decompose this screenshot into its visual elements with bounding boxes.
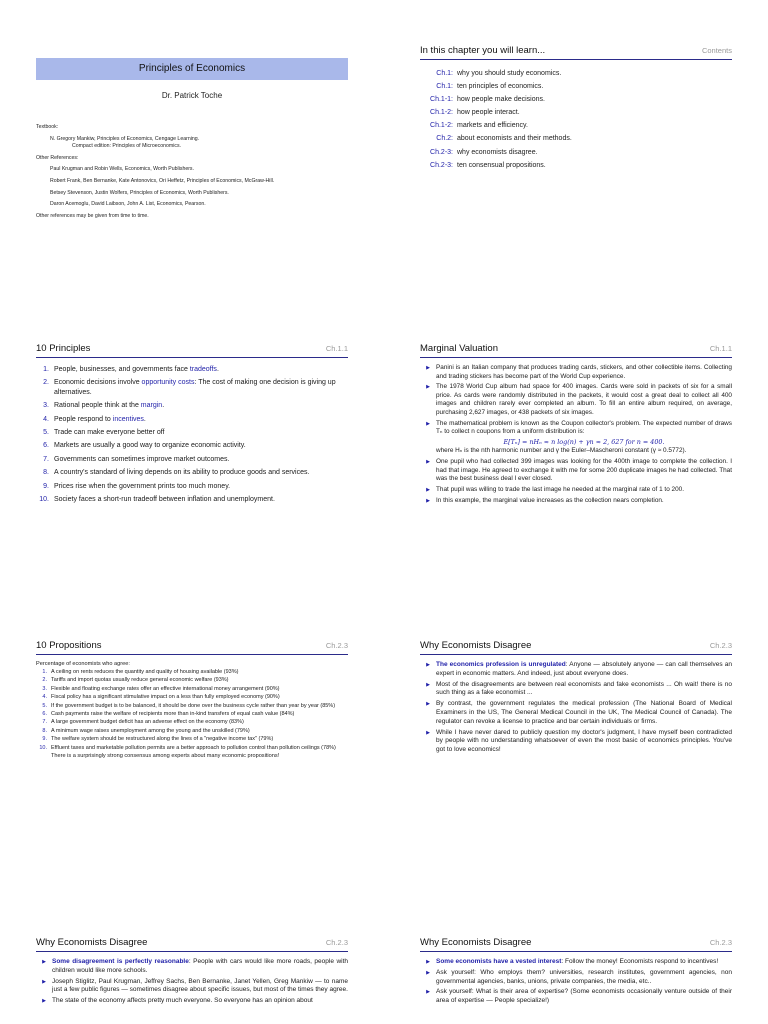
list-item: ▶ Ask yourself: Who employs them? universities, research institutes, government agencies, non governmental agencies, banks, unions, private companies, the media, etc..: [420, 969, 732, 987]
list-item: 5. If the government budget is to be balanced, it should be done over the business cycle rather than year by year (85%): [36, 703, 348, 710]
principles-list: [36, 365, 348, 504]
chapter-ref: Ch.1-2:: [430, 109, 453, 117]
contents-item[interactable]: [420, 159, 732, 172]
list-item: ▶ By contrast, the government regulates the medical profession (The National Board of Medical Examiners in the US, The General Medical Council in the UK, The Medical Council of Canada). The regulator can revoke a license to practice and bar certain individuals or firms.: [420, 700, 732, 726]
bullet-icon: ▶: [42, 959, 46, 965]
contents-item[interactable]: [420, 67, 732, 80]
slide-title: 10 Propositions: [36, 640, 102, 651]
item-number: 9.: [43, 482, 49, 490]
bullet-list: [420, 364, 732, 505]
list-item: ▶ Most of the disagreements are between real economists and fake economists ... Oh wait! there is no such thing as a fake economist ...: [420, 681, 732, 699]
contents-list: [420, 67, 732, 172]
chapter-ref: Ch.1-1:: [430, 96, 453, 104]
list-item: 10. Effluent taxes and marketable pollution permits are a better approach to pollution control than pollution ceilings (78%): [36, 745, 348, 752]
key-term: Some disagreement is perfectly reasonable: [52, 958, 189, 965]
list-item: 7. A large government budget deficit has an adverse effect on the economy (83%): [36, 719, 348, 726]
list-item: ▶ Some disagreement is perfectly reasonable: People with cars would like more roads, people with children would like more schools.: [36, 958, 348, 976]
list-item: ▶ Joseph Stiglitz, Paul Krugman, Jeffrey Sachs, Ben Bernanke, Janet Yellen, Greg Mankiw — to name just a few public figures — sometimes disagree about specific issues, but most of the times they agree.: [36, 978, 348, 996]
bullet-icon: ▶: [426, 486, 430, 493]
item-number: 6.: [43, 442, 49, 450]
contents-item[interactable]: [420, 119, 732, 132]
slide-title: 10 Principles: [36, 343, 91, 354]
presentation-title: Principles of Economics: [36, 58, 348, 80]
list-item: 8. A minimum wage raises unemployment among the young and the unskilled (79%): [36, 728, 348, 735]
bullet-icon: ▶: [426, 701, 430, 708]
bullet-icon: ▶: [426, 989, 430, 996]
chapter-topic: how people make decisions.: [457, 96, 545, 104]
list-item: 2. Economic decisions involve opportunity costs: The cost of making one decision is giving up alternatives.: [36, 378, 348, 397]
key-term: margin: [140, 402, 163, 410]
key-term: The economics profession is unregulated: [436, 661, 566, 668]
item-number: 5.: [43, 429, 49, 437]
bullet-icon: ▶: [426, 384, 430, 391]
textbook-compact: Compact edition: Principles of Microeconomics.: [72, 143, 181, 150]
list-item: ▶ While I have never dared to publicly question my doctor's judgment, I have myself been contradicted by people with no understanding whatsoever of even the most basic of economics principles. You've got to love economics!: [420, 729, 732, 755]
slide-header: [420, 43, 732, 60]
list-item: 8. A country's standard of living depends on its ability to produce goods and services.: [36, 468, 348, 477]
bullet-icon: ▶: [426, 497, 430, 504]
bullet-icon: ▶: [426, 365, 430, 371]
list-item: 4. Fiscal policy has a significant stimulative impact on a less than fully employed economy (90%): [36, 694, 348, 701]
item-number: 7.: [42, 719, 47, 726]
slide-title: Why Economists Disagree: [420, 937, 532, 948]
list-item: ▶ The economics profession is unregulated: Anyone — absolutely anyone — can call themselves an expert in economic matters. And indeed, just about everyone does.: [420, 661, 732, 679]
disagree-slide-3: [420, 935, 732, 1024]
chapter-topic: ten principles of economics.: [457, 83, 544, 91]
list-item: 1. People, businesses, and governments face tradeoffs.: [36, 365, 348, 374]
item-number: 7.: [43, 455, 49, 463]
key-term: incentives: [112, 415, 144, 423]
contents-item[interactable]: [420, 93, 732, 106]
bullet-icon: ▶: [42, 998, 46, 1005]
item-number: 3.: [43, 402, 49, 410]
list-item: ▶ One pupil who had collected 399 images was looking for the 400th image to complete the collection. I had that image. He agreed to exchange it with me for some 200 duplicate images he had collected. That was the best business deal I ever closed.: [420, 458, 732, 484]
bullet-icon: ▶: [426, 662, 430, 668]
bullet-icon: ▶: [426, 458, 430, 465]
slide-header: [420, 341, 732, 358]
item-number: 1.: [43, 366, 49, 373]
chapter-topic: why you should study economics.: [457, 70, 562, 77]
list-item: 5. Trade can make everyone better off: [36, 428, 348, 437]
list-item: ▶ Panini is an Italian company that produces trading cards, stickers, and other collectible items. Collecting and trading stickers has become part of the World Cup experience.: [420, 364, 732, 381]
textbook-main: N. Gregory Mankiw, Principles of Economics, Cengage Learning.: [50, 135, 200, 142]
references-footer: Other references may be given from time to time.: [36, 212, 149, 219]
chapter-topic: about economists and their methods.: [457, 135, 572, 143]
list-item: 1. A ceiling on rents reduces the quantity and quality of housing available (93%): [36, 669, 348, 676]
key-term: opportunity costs: [141, 379, 195, 387]
propositions-list: [36, 669, 348, 752]
reference-item: Robert Frank, Ben Bernanke, Kate Antonovics, Ori Heffetz, Principles of Economics, McGraw-Hill.: [50, 177, 275, 184]
list-item: 6. Cash payments raise the welfare of recipients more than in-kind transfers of equal cash value (84%): [36, 711, 348, 718]
key-term: Some economists have a vested interest: [436, 958, 562, 965]
principles-slide: [36, 341, 348, 508]
list-item: ▶ The mathematical problem is known as the Coupon collector's problem. The expected number of draws Tₙ to collect n coupons from a uniform distribution is: E[Tₙ] = nHₙ ≈ n log(n) + γn ≈ 2, 627 for n = 400. where Hₙ is the nth harmonic number and γ the Euler–Mascheroni constant (γ ≈ 0.5772).: [420, 420, 732, 456]
key-term: tradeoffs: [189, 366, 217, 373]
item-number: 10.: [39, 496, 49, 504]
list-item: ▶ In this example, the marginal value increases as the collection nears completion.: [420, 497, 732, 506]
list-item: 9. The welfare system should be restructured along the lines of a "negative income tax" (79%): [36, 736, 348, 743]
slide-header: [420, 638, 732, 655]
reference-item: Betsey Stevenson, Justin Wolfers, Principles of Economics, Worth Publishers.: [50, 189, 229, 196]
slide-header: [36, 935, 348, 952]
chapter-ref: Ch.2-3:: [430, 148, 453, 156]
list-item: 3. Flexible and floating exchange rates offer an effective international money arrangement (90%): [36, 686, 348, 693]
slide-title: Why Economists Disagree: [36, 937, 148, 948]
slide-title: In this chapter you will learn...: [420, 45, 546, 56]
bullet-list: [36, 958, 348, 1006]
item-number: 9.: [42, 736, 47, 743]
bullet-icon: ▶: [426, 420, 430, 427]
item-number: 8.: [42, 727, 47, 734]
slide-tag: Ch.1.1: [709, 344, 732, 353]
disagree-slide-2: [36, 935, 348, 1024]
item-number: 8.: [43, 469, 49, 477]
disagree-slide-1: [420, 638, 732, 757]
contents-item[interactable]: [420, 132, 732, 145]
bullet-icon: ▶: [426, 959, 430, 965]
slide-tag: Ch.2.3: [709, 938, 732, 947]
textbook-label: Textbook:: [36, 124, 59, 130]
item-number: 3.: [42, 685, 47, 692]
item-number: 6.: [42, 711, 47, 718]
slide-title: Why Economists Disagree: [420, 640, 532, 651]
item-number: 5.: [42, 702, 47, 709]
marginal-valuation-slide: [420, 341, 732, 507]
bullet-icon: ▶: [426, 729, 430, 736]
list-item: 10. Society faces a short-run tradeoff between inflation and unemployment.: [36, 495, 348, 504]
chapter-topic: markets and efficiency.: [457, 122, 528, 130]
reference-item: Daron Acemoglu, David Laibson, John A. List, Economics, Pearson.: [50, 201, 206, 208]
list-item: 3. Rational people think at the margin.: [36, 401, 348, 410]
contents-item[interactable]: [420, 146, 732, 159]
propositions-conclusion: There is a surprisingly strong consensus among experts about many economic propositions!: [51, 753, 280, 760]
list-item: ▶ The state of the economy affects pretty much everyone. So everyone has an opinion about: [36, 997, 348, 1006]
bullet-list: [420, 661, 732, 755]
slide-tag: Ch.2.3: [709, 641, 732, 650]
slide-header: [36, 638, 348, 655]
chapter-ref: Ch.2:: [436, 135, 453, 143]
propositions-slide: [36, 638, 348, 759]
author-name: Dr. Patrick Toche: [161, 91, 223, 100]
contents-item[interactable]: [420, 80, 732, 93]
chapter-ref: Ch.2-3:: [430, 161, 453, 169]
list-item: ▶ That pupil was willing to trade the last image he needed at the marginal rate of 1 to 200.: [420, 486, 732, 495]
item-number: 4.: [42, 694, 47, 701]
bullet-icon: ▶: [426, 969, 430, 976]
bullet-icon: ▶: [42, 978, 46, 985]
other-references-label: Other References:: [36, 154, 79, 161]
slide-tag: Ch.2.3: [325, 641, 348, 650]
bullet-icon: ▶: [426, 681, 430, 688]
chapter-ref: Ch.1:: [436, 83, 453, 91]
item-number: 2.: [42, 677, 47, 684]
list-item: 4. People respond to incentives.: [36, 415, 348, 424]
item-number: 1.: [42, 669, 47, 675]
slide-tag: Contents: [701, 46, 732, 55]
references-block: [36, 122, 348, 222]
list-item: ▶ Ask yourself: What is their area of expertise? (Some economists occasionally venture outside of their area of expertise — People specialize!): [420, 988, 732, 1006]
chapter-topic: why economists disagree.: [457, 148, 538, 156]
list-item: ▶ The 1978 World Cup album had space for 400 images. Cards were sold in packets of six for a small price. As cards were randomly distributed in the packets, it would cost a great deal to collect all 400 images and children rarely ever completed an album. To fill an entire album required, on average, purchasing 2,627 images, or 438 packets of six images.: [420, 383, 732, 417]
slide-tag: Ch.1.1: [325, 344, 348, 353]
chapter-ref: Ch.1:: [436, 70, 453, 77]
slide-title: Marginal Valuation: [420, 343, 498, 354]
slide-tag: Ch.2.3: [325, 938, 348, 947]
list-item: 2. Tariffs and import quotas usually reduce general economic welfare (93%): [36, 677, 348, 684]
contents-slide: [420, 43, 732, 172]
list-item: 6. Markets are usually a good way to organize economic activity.: [36, 441, 348, 450]
slide-header: [36, 341, 348, 358]
list-item: ▶ Some economists have a vested interest: Follow the money! Economists respond to incentives!: [420, 958, 732, 967]
chapter-topic: ten consensual propositions.: [457, 161, 546, 169]
chapter-topic: how people interact.: [457, 109, 520, 117]
expected-draws-formula: E[Tₙ] = nHₙ ≈ n log(n) + γn ≈ 2, 627 for n = 400.: [503, 437, 665, 446]
title-slide: [36, 58, 348, 222]
reference-item: Paul Krugman and Robin Wells, Economics, Worth Publishers.: [50, 166, 194, 173]
list-item: 9. Prices rise when the government prints too much money.: [36, 482, 348, 491]
chapter-ref: Ch.1-2:: [430, 122, 453, 130]
item-number: 2.: [43, 379, 49, 387]
list-item: 7. Governments can sometimes improve market outcomes.: [36, 455, 348, 464]
item-number: 10.: [39, 744, 47, 751]
contents-item[interactable]: [420, 106, 732, 119]
item-number: 4.: [43, 415, 49, 423]
propositions-intro: Percentage of economists who agree:: [36, 661, 130, 667]
slide-header: [420, 935, 732, 952]
bullet-list: [420, 958, 732, 1006]
